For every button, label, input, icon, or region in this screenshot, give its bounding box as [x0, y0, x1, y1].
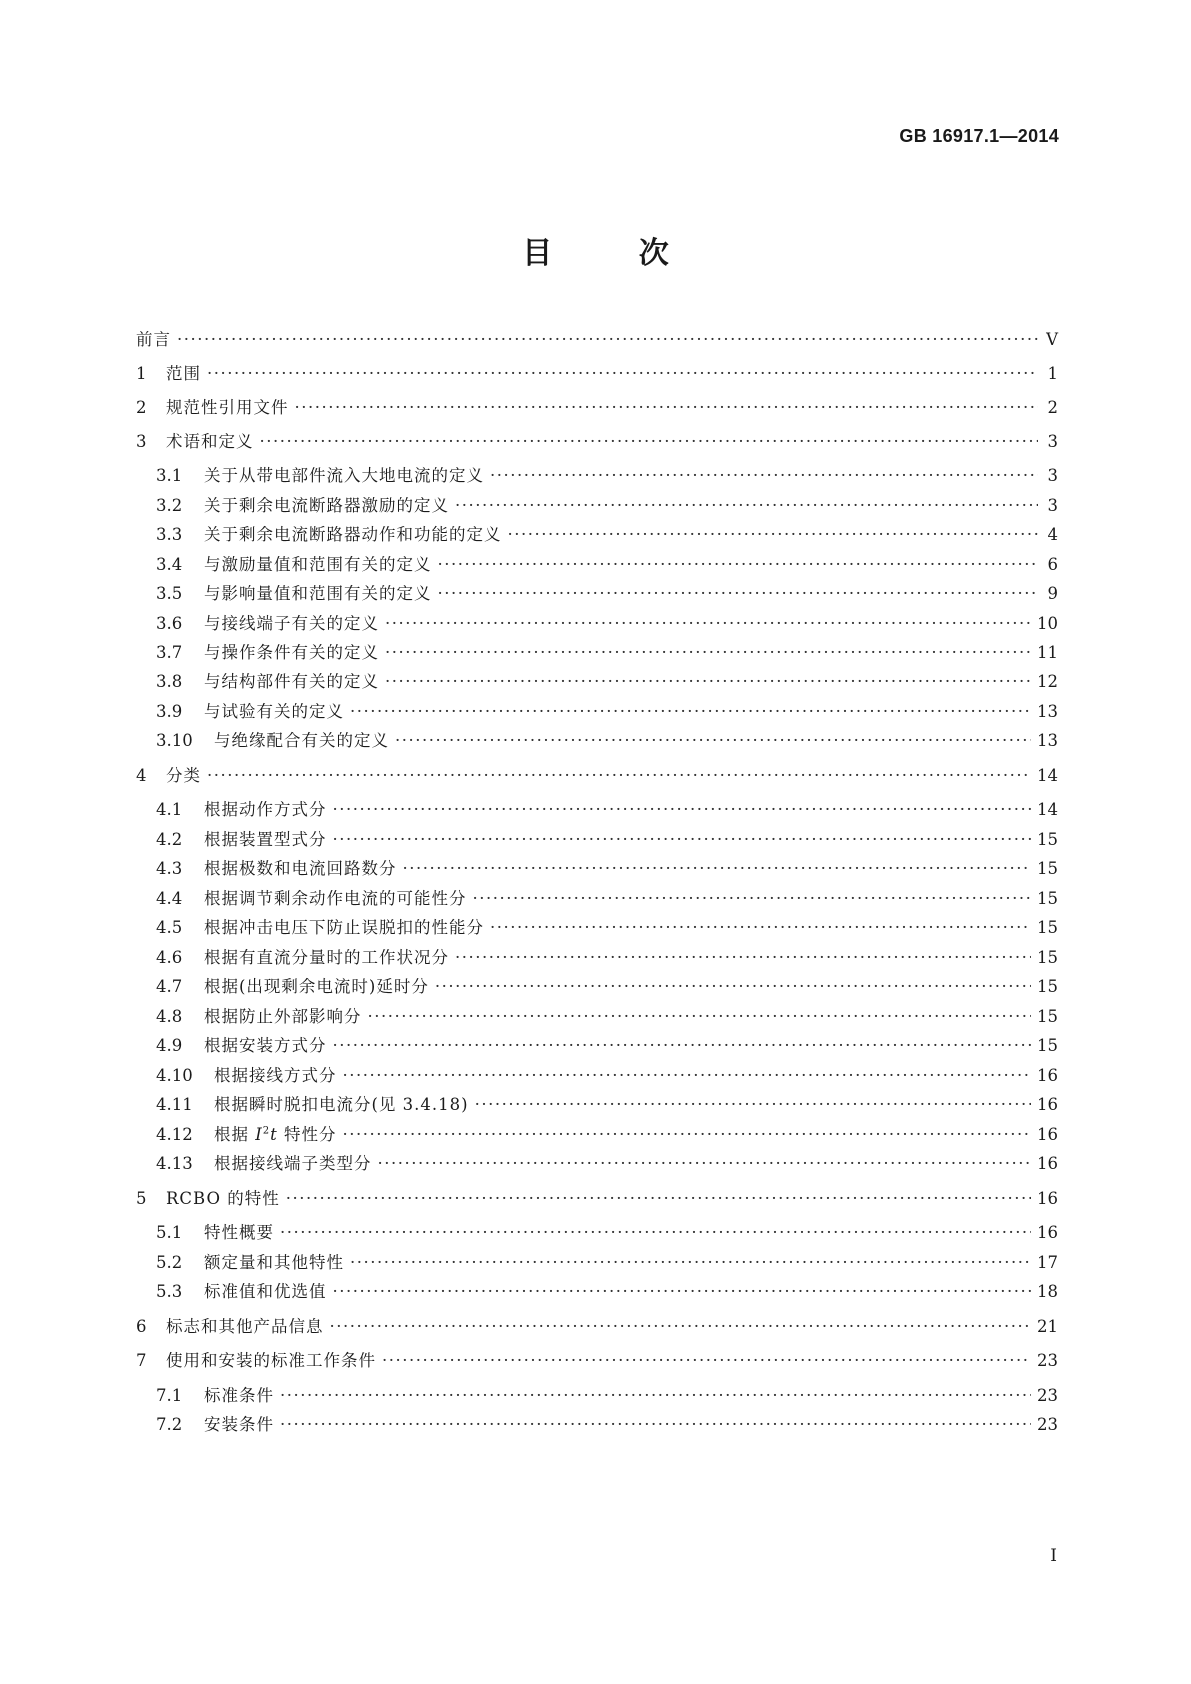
toc-entry[interactable] [136, 1223, 1058, 1243]
toc-leader-dots [207, 766, 1031, 786]
toc-entry-title: 与操作条件有关的定义 [204, 643, 379, 662]
toc-entry-number: 7 [136, 1351, 147, 1370]
toc-entry-page: 13 [1037, 702, 1058, 721]
toc-entry-page: 4 [1047, 525, 1058, 544]
toc-entry-number: 3.1 [156, 466, 183, 485]
toc-entry[interactable] [136, 1253, 1058, 1273]
toc-leader-dots [475, 1095, 1031, 1115]
toc-entry-number: 5.2 [156, 1253, 183, 1272]
toc-entry-page: 16 [1037, 1095, 1058, 1114]
toc-entry-title: 与接线端子有关的定义 [204, 614, 379, 633]
toc-leader-dots [385, 643, 1031, 663]
toc-entry-title: 根据调节剩余动作电流的可能性分 [204, 889, 467, 908]
toc-leader-dots [395, 731, 1031, 751]
toc-entry-title: 前言 [136, 330, 171, 349]
toc-entry-number: 4.2 [156, 830, 183, 849]
toc-entry-page: 15 [1037, 859, 1058, 878]
toc-entry-title: 根据动作方式分 [204, 800, 327, 819]
toc-entry-page: 6 [1047, 555, 1058, 574]
toc-entry[interactable] [136, 1095, 1058, 1115]
toc-leader-dots [473, 889, 1032, 909]
toc-entry-number: 4.5 [156, 918, 183, 937]
toc-entry-title: 范围 [166, 364, 201, 383]
toc-entry-title: 根据接线方式分 [214, 1066, 337, 1085]
toc-entry[interactable] [136, 830, 1058, 850]
toc-leader-dots [435, 977, 1031, 997]
toc-leader-dots [438, 555, 1039, 575]
toc-entry[interactable] [136, 466, 1058, 486]
toc-entry-page: 12 [1037, 672, 1058, 691]
toc-leader-dots [177, 330, 1038, 350]
toc-entry[interactable] [136, 364, 1058, 384]
page-number: I [1050, 1546, 1057, 1566]
toc-leader-dots [368, 1007, 1032, 1027]
toc-entry[interactable] [136, 731, 1058, 751]
toc-entry-page: 18 [1037, 1282, 1058, 1301]
toc-entry-page: 23 [1037, 1351, 1058, 1370]
toc-entry-title: RCBO 的特性 [166, 1189, 280, 1208]
toc-entry-page: 15 [1037, 948, 1058, 967]
toc-entry[interactable] [136, 1066, 1058, 1086]
toc-entry-page: 15 [1037, 1036, 1058, 1055]
toc-leader-dots [333, 1036, 1032, 1056]
toc-entry-title: 根据极数和电流回路数分 [204, 859, 397, 878]
toc-entry[interactable] [136, 1007, 1058, 1027]
toc-entry-title: 额定量和其他特性 [204, 1253, 344, 1272]
toc-leader-dots [382, 1351, 1031, 1371]
toc-entry-title: 根据有直流分量时的工作状况分 [204, 948, 449, 967]
toc-entry-number: 3.10 [156, 731, 193, 750]
toc-entry-page: 15 [1037, 830, 1058, 849]
toc-entry[interactable] [136, 1351, 1058, 1371]
toc-entry-number: 3.8 [156, 672, 183, 691]
toc-entry-page: 3 [1047, 496, 1058, 515]
toc-entry-page: 3 [1047, 432, 1058, 451]
toc-entry-title: 根据冲击电压下防止误脱扣的性能分 [204, 918, 484, 937]
toc-entry-number: 4.10 [156, 1066, 193, 1085]
toc-leader-dots [295, 398, 1039, 418]
toc-entry-title: 根据装置型式分 [204, 830, 327, 849]
toc-leader-dots [280, 1415, 1031, 1435]
toc-entry-title: 根据 $I^2t$ 特性分 [214, 1125, 337, 1144]
toc-entry[interactable] [136, 1317, 1058, 1337]
toc-leader-dots [333, 800, 1032, 820]
toc-entry-page: 15 [1037, 1007, 1058, 1026]
toc-leader-dots [333, 1282, 1032, 1302]
toc-entry-title: 根据(出现剩余电流时)延时分 [204, 977, 429, 996]
toc-entry-page: 16 [1037, 1125, 1058, 1144]
toc-entry[interactable] [136, 330, 1058, 350]
toc-leader-dots [333, 830, 1032, 850]
toc-entry[interactable] [136, 584, 1058, 604]
toc-entry-title: 安装条件 [204, 1415, 274, 1434]
toc-entry-page: 16 [1037, 1223, 1058, 1242]
toc-entry[interactable] [136, 643, 1058, 663]
toc-entry-number: 4.3 [156, 859, 183, 878]
toc-entry-number: 5 [136, 1189, 147, 1208]
toc-entry[interactable] [136, 918, 1058, 938]
toc-entry[interactable] [136, 1154, 1058, 1174]
toc-entry-number: 4.8 [156, 1007, 183, 1026]
toc-leader-dots [286, 1189, 1031, 1209]
toc-entry-number: 2 [136, 398, 147, 417]
toc-entry-number: 4.11 [156, 1095, 193, 1114]
toc-entry-number: 4.12 [156, 1125, 193, 1144]
toc-entry-title: 与试验有关的定义 [204, 702, 344, 721]
toc-entry-title: 与激励量值和范围有关的定义 [204, 555, 432, 574]
toc-entry-number: 4.9 [156, 1036, 183, 1055]
toc-leader-dots [403, 859, 1032, 879]
toc-entry-number: 4.6 [156, 948, 183, 967]
toc-entry[interactable] [136, 672, 1058, 692]
toc-entry[interactable] [136, 1282, 1058, 1302]
toc-entry-page: 16 [1037, 1154, 1058, 1173]
toc-entry-page: 14 [1037, 766, 1058, 785]
toc-entry[interactable] [136, 1415, 1058, 1435]
toc-entry-page: 3 [1047, 466, 1058, 485]
toc-entry-page: 15 [1037, 977, 1058, 996]
toc-entry-title: 规范性引用文件 [166, 398, 289, 417]
toc-entry[interactable] [136, 889, 1058, 909]
toc-entry[interactable] [136, 702, 1058, 722]
toc-entry-page: 1 [1047, 364, 1058, 383]
toc-entry-number: 5.3 [156, 1282, 183, 1301]
toc-entry-page: 16 [1037, 1066, 1058, 1085]
toc-leader-dots [385, 614, 1031, 634]
toc-entry-number: 1 [136, 364, 147, 383]
toc-leader-dots [438, 584, 1039, 604]
toc-leader-dots [455, 948, 1031, 968]
toc-entry-title: 使用和安装的标准工作条件 [166, 1351, 376, 1370]
toc-entry-number: 3.2 [156, 496, 183, 515]
toc-entry-title: 标准条件 [204, 1386, 274, 1405]
toc-entry[interactable] [136, 1386, 1058, 1406]
toc-leader-dots [343, 1125, 1031, 1145]
toc-leader-dots [343, 1066, 1032, 1086]
toc-entry-number: 3.7 [156, 643, 183, 662]
toc-entry-number: 3.5 [156, 584, 183, 603]
toc-entry-page: 9 [1047, 584, 1058, 603]
toc-entry[interactable] [136, 948, 1058, 968]
toc-entry[interactable] [136, 1036, 1058, 1056]
toc-entry-page: 13 [1037, 731, 1058, 750]
toc-leader-dots [490, 918, 1031, 938]
toc-entry[interactable] [136, 766, 1058, 786]
toc-entry-number: 4 [136, 766, 147, 785]
toc-entry-title: 标志和其他产品信息 [166, 1317, 324, 1336]
toc-leader-dots [350, 1253, 1031, 1273]
toc-leader-dots [385, 672, 1031, 692]
toc-entry[interactable] [136, 525, 1058, 545]
toc-entry-page: 15 [1037, 918, 1058, 937]
toc-entry-number: 5.1 [156, 1223, 183, 1242]
toc-entry-number: 4.1 [156, 800, 183, 819]
toc-entry[interactable] [136, 977, 1058, 997]
toc-leader-dots [350, 702, 1031, 722]
toc-entry-title: 与结构部件有关的定义 [204, 672, 379, 691]
toc-entry-title: 特性概要 [204, 1223, 274, 1242]
toc-entry-page: 23 [1037, 1415, 1058, 1434]
toc-entry-number: 3.6 [156, 614, 183, 633]
toc-entry[interactable] [136, 800, 1058, 820]
toc-entry-title: 与绝缘配合有关的定义 [214, 731, 389, 750]
toc-entry-title: 根据瞬时脱扣电流分(见 3.4.18) [214, 1095, 469, 1114]
toc-entry-title: 标准值和优选值 [204, 1282, 327, 1301]
toc-leader-dots [207, 364, 1038, 384]
toc-entry[interactable] [136, 398, 1058, 418]
toc-entry-title: 关于从带电部件流入大地电流的定义 [204, 466, 484, 485]
toc-leader-dots [280, 1223, 1031, 1243]
toc-entry-number: 3.9 [156, 702, 183, 721]
toc-entry-title: 与影响量值和范围有关的定义 [204, 584, 432, 603]
toc-entry[interactable] [136, 1189, 1058, 1209]
toc-leader-dots [280, 1386, 1031, 1406]
toc-leader-dots [508, 525, 1039, 545]
toc-entry-page: 2 [1047, 398, 1058, 417]
toc-entry-number: 4.7 [156, 977, 183, 996]
toc-entry-page: 16 [1037, 1189, 1058, 1208]
toc-entry-number: 6 [136, 1317, 147, 1336]
toc-entry[interactable] [136, 432, 1058, 452]
page-title: 目 次 [522, 236, 707, 271]
toc-entry[interactable] [136, 614, 1058, 634]
toc-entry[interactable] [136, 1125, 1058, 1145]
toc-entry-page: 11 [1037, 643, 1058, 662]
toc-entry[interactable] [136, 859, 1058, 879]
toc-entry-number: 3.3 [156, 525, 183, 544]
toc-entry-number: 7.1 [156, 1386, 183, 1405]
toc-entry-page: 17 [1037, 1253, 1058, 1272]
toc-entry-title: 根据防止外部影响分 [204, 1007, 362, 1026]
toc-leader-dots [330, 1317, 1032, 1337]
toc-entry-page: 15 [1037, 889, 1058, 908]
toc-entry-page: 14 [1037, 800, 1058, 819]
toc-leader-dots [455, 496, 1038, 516]
toc-entry-title: 根据安装方式分 [204, 1036, 327, 1055]
toc-entry-number: 7.2 [156, 1415, 183, 1434]
toc-entry-page: 10 [1037, 614, 1058, 633]
toc-entry-page: 21 [1037, 1317, 1058, 1336]
toc-entry-number: 3 [136, 432, 147, 451]
toc-leader-dots [260, 432, 1039, 452]
toc-entry[interactable] [136, 496, 1058, 516]
toc-entry-page: V [1046, 330, 1058, 349]
toc-entry-title: 关于剩余电流断路器激励的定义 [204, 496, 449, 515]
toc-entry-title: 术语和定义 [166, 432, 254, 451]
toc-entry-title: 分类 [166, 766, 201, 785]
toc-leader-dots [378, 1154, 1032, 1174]
toc-leader-dots [490, 466, 1038, 486]
toc-entry-title: 关于剩余电流断路器动作和功能的定义 [204, 525, 502, 544]
toc-entry-number: 4.13 [156, 1154, 193, 1173]
toc-entry-number: 3.4 [156, 555, 183, 574]
toc-entry[interactable] [136, 555, 1058, 575]
toc-entry-number: 4.4 [156, 889, 183, 908]
standard-code: GB 16917.1—2014 [899, 126, 1059, 146]
toc-entry-title: 根据接线端子类型分 [214, 1154, 372, 1173]
toc-entry-page: 23 [1037, 1386, 1058, 1405]
